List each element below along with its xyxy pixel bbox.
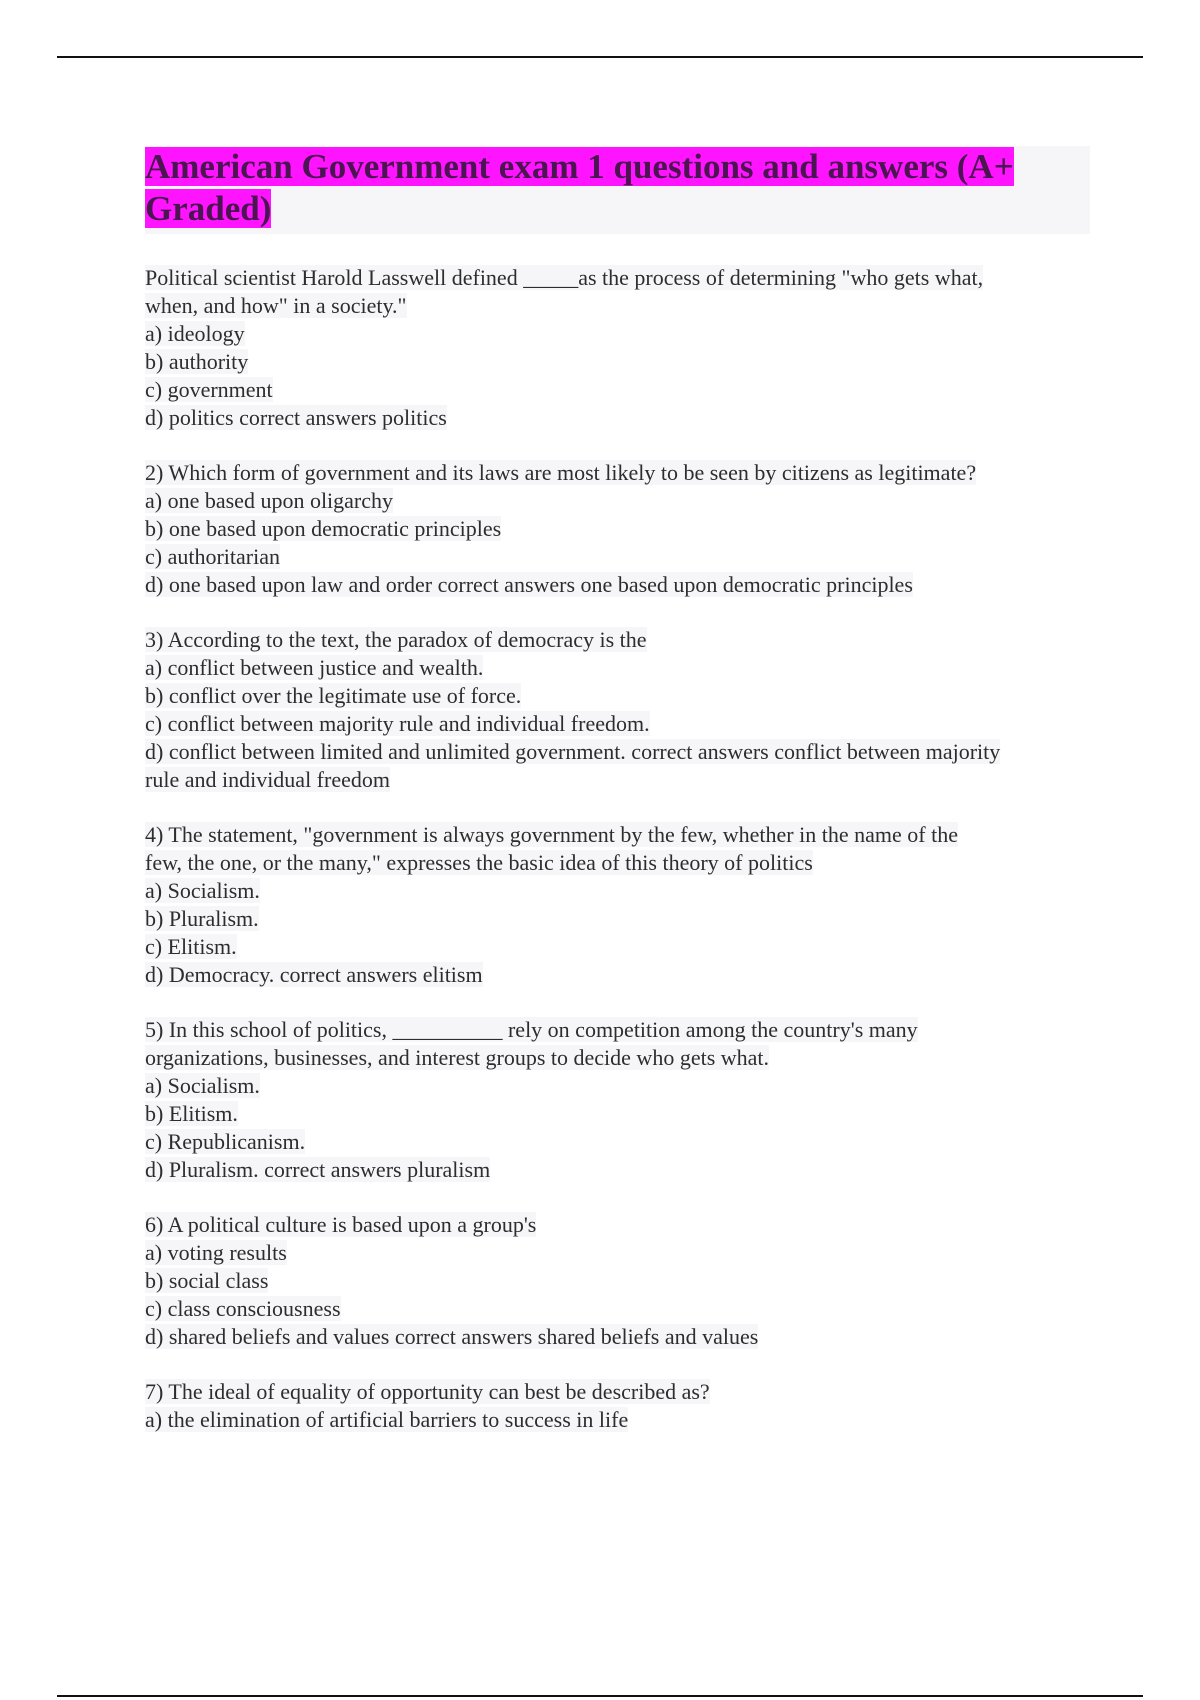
line-text: 6) A political culture is based upon a group's [145, 1212, 537, 1237]
answer-line [145, 1044, 1090, 1072]
footer-rule [57, 1695, 1143, 1697]
answer-line [145, 1100, 1090, 1128]
answer-line [145, 348, 1090, 376]
answer-line [145, 849, 1090, 877]
line-text: b) conflict over the legitimate use of force. [145, 683, 522, 708]
answer-line [145, 292, 1090, 320]
answer-line [145, 877, 1090, 905]
answer-line [145, 1267, 1090, 1295]
line-text: a) conflict between justice and wealth. [145, 655, 484, 680]
question-text-line [145, 1211, 1090, 1239]
line-text: a) Socialism. [145, 878, 260, 903]
answer-line [145, 404, 1090, 432]
question-text-line [145, 459, 1090, 487]
line-text: rule and individual freedom [145, 767, 390, 792]
line-text: 3) According to the text, the paradox of democracy is the [145, 627, 647, 652]
answer-line [145, 766, 1090, 794]
question-text-line [145, 821, 1090, 849]
answer-line [145, 320, 1090, 348]
answer-line [145, 1406, 1090, 1434]
answer-line [145, 571, 1090, 599]
line-text: a) Socialism. [145, 1073, 260, 1098]
line-text: 5) In this school of politics, __________ rely on competition among the country's many [145, 1017, 918, 1042]
answer-line [145, 543, 1090, 571]
question-text-line [145, 264, 1090, 292]
question-block [145, 1016, 1090, 1184]
answer-line [145, 682, 1090, 710]
line-text: d) politics correct answers politics [145, 405, 447, 430]
document-title: American Government exam 1 questions and answers (A+ Graded) [145, 147, 1014, 228]
line-text: Political scientist Harold Lasswell defined _____as the process of determining "who gets what, [145, 265, 984, 290]
header-rule [57, 56, 1143, 58]
line-text: a) voting results [145, 1240, 287, 1265]
line-text: c) conflict between majority rule and individual freedom. [145, 711, 650, 736]
question-text-line [145, 626, 1090, 654]
document-body [145, 146, 1090, 1461]
answer-line [145, 1128, 1090, 1156]
line-text: few, the one, or the many," expresses the basic idea of this theory of politics [145, 850, 813, 875]
line-text: 7) The ideal of equality of opportunity can best be described as? [145, 1379, 710, 1404]
answer-line [145, 1239, 1090, 1267]
line-text: c) authoritarian [145, 544, 280, 569]
answer-line [145, 1295, 1090, 1323]
line-text: 4) The statement, "government is always government by the few, whether in the name of the [145, 822, 958, 847]
line-text: 2) Which form of government and its laws are most likely to be seen by citizens as legitimate? [145, 460, 977, 485]
line-text: b) one based upon democratic principles [145, 516, 502, 541]
line-text: b) social class [145, 1268, 269, 1293]
line-text: organizations, businesses, and interest groups to decide who gets what. [145, 1045, 770, 1070]
line-text: when, and how" in a society." [145, 293, 407, 318]
question-text-line [145, 1378, 1090, 1406]
line-text: d) Democracy. correct answers elitism [145, 962, 483, 987]
line-text: a) ideology [145, 321, 245, 346]
answer-line [145, 905, 1090, 933]
question-block [145, 264, 1090, 432]
line-text: c) Republicanism. [145, 1129, 306, 1154]
line-text: c) class consciousness [145, 1296, 341, 1321]
answer-line [145, 1156, 1090, 1184]
line-text: d) Pluralism. correct answers pluralism [145, 1157, 491, 1182]
question-block [145, 626, 1090, 794]
answer-line [145, 654, 1090, 682]
question-block [145, 821, 1090, 989]
line-text: d) one based upon law and order correct answers one based upon democratic principles [145, 572, 913, 597]
line-text: c) government [145, 377, 273, 402]
answer-line [145, 961, 1090, 989]
line-text: b) Elitism. [145, 1101, 238, 1126]
line-text: c) Elitism. [145, 934, 237, 959]
answer-line [145, 1323, 1090, 1351]
line-text: b) authority [145, 349, 249, 374]
title-block [145, 146, 1090, 234]
answer-line [145, 1072, 1090, 1100]
question-list [145, 264, 1090, 1434]
line-text: a) the elimination of artificial barriers to success in life [145, 1407, 629, 1432]
line-text: d) shared beliefs and values correct answers shared beliefs and values [145, 1324, 759, 1349]
answer-line [145, 487, 1090, 515]
question-block [145, 1211, 1090, 1351]
question-block [145, 1378, 1090, 1434]
answer-line [145, 710, 1090, 738]
answer-line [145, 933, 1090, 961]
line-text: b) Pluralism. [145, 906, 259, 931]
question-text-line [145, 1016, 1090, 1044]
line-text: d) conflict between limited and unlimited government. correct answers conflict between majority [145, 739, 1001, 764]
question-block [145, 459, 1090, 599]
line-text: a) one based upon oligarchy [145, 488, 394, 513]
answer-line [145, 738, 1090, 766]
answer-line [145, 515, 1090, 543]
answer-line [145, 376, 1090, 404]
